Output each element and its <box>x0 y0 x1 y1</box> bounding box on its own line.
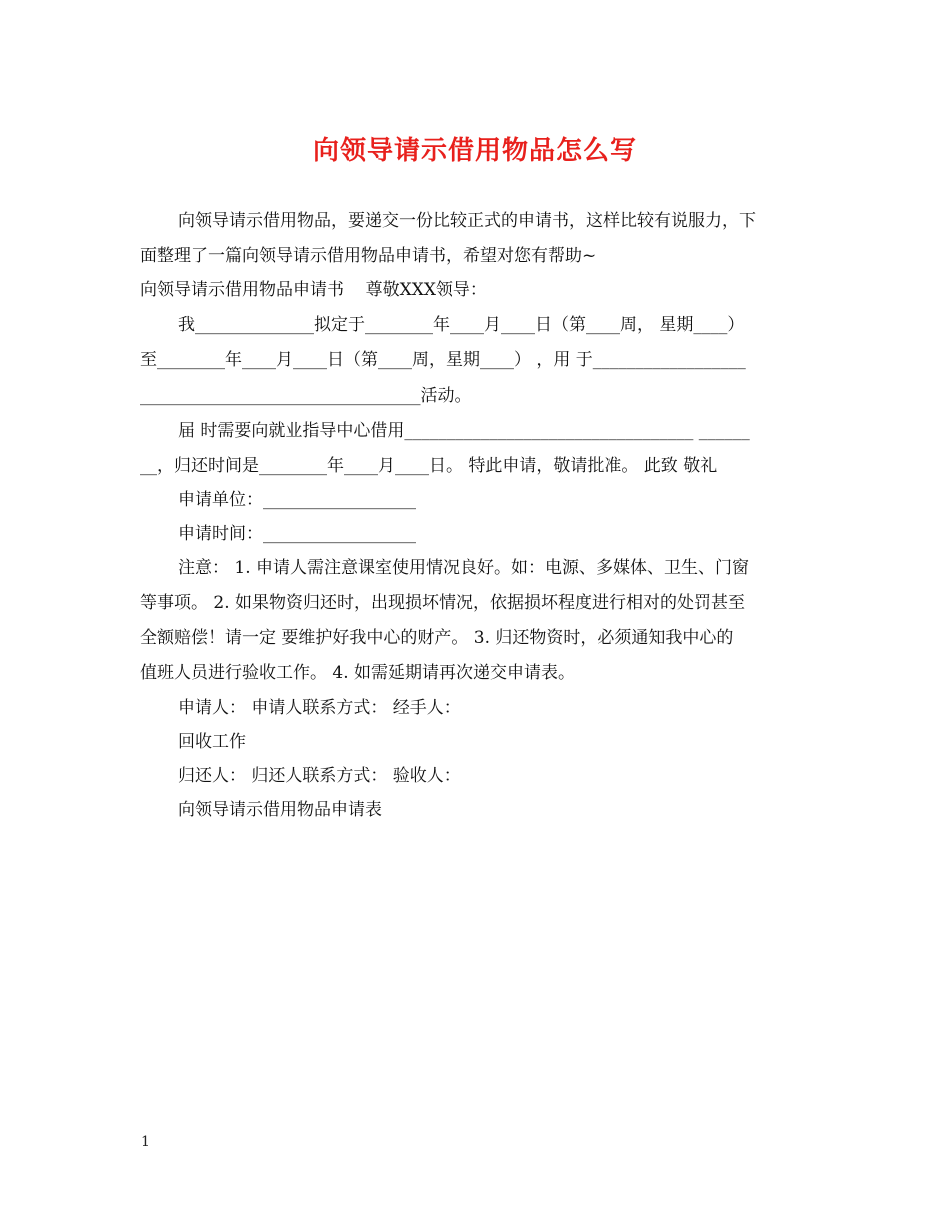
section-label-recovery: 回收工作 <box>178 732 246 752</box>
document-title: 向领导请示借用物品怎么写 <box>312 136 637 166</box>
intro-line-1: 向领导请示借用物品，要递交一份比较正式的申请书，这样比较有说服力，下 <box>178 211 756 231</box>
signature-line-2: 归还人： 归还人联系方式： 验收人： <box>178 766 461 786</box>
form-table-title: 向领导请示借用物品申请表 <box>178 800 382 820</box>
page-number: 1 <box>141 1134 150 1150</box>
intro-line-2: 面整理了一篇向领导请示借用物品申请书，希望对您有帮助~ <box>140 246 597 266</box>
form-line-4: 届 时需要向就业指导中心借用__________________________________ ______ <box>178 421 750 441</box>
form-line-5: __，归还时间是________年____月____日。 特此申请，敬请批准。 此致 敬礼 <box>140 456 718 476</box>
application-time-line: 申请时间：__________________ <box>178 524 416 544</box>
note-line-3: 全额赔偿！请一定 要维护好我中心的财产。 3. 归还物资时，必须通知我中心的 <box>140 628 734 648</box>
applicant-unit-line: 申请单位：__________________ <box>178 490 416 510</box>
note-line-2: 等事项。 2. 如果物资归还时，出现损坏情况，依据损坏程度进行相对的处罚甚至 <box>140 593 746 613</box>
form-line-2: 至________年____月____日（第____周，星期____） ，用 于__________________ <box>140 350 746 370</box>
note-line-4: 值班人员进行验收工作。 4. 如需延期请再次递交申请表。 <box>140 663 576 683</box>
form-line-3: _________________________________活动。 <box>140 386 472 406</box>
form-line-1: 我______________拟定于________年____月____日（第____周， 星期____） <box>178 315 745 335</box>
note-line-1: 注意： 1. 申请人需注意课室使用情况良好。如：电源、多媒体、卫生、门窗 <box>178 558 750 578</box>
signature-line-1: 申请人： 申请人联系方式： 经手人： <box>178 698 461 718</box>
salutation-line: 向领导请示借用物品申请书 尊敬XXX领导： <box>140 280 487 300</box>
